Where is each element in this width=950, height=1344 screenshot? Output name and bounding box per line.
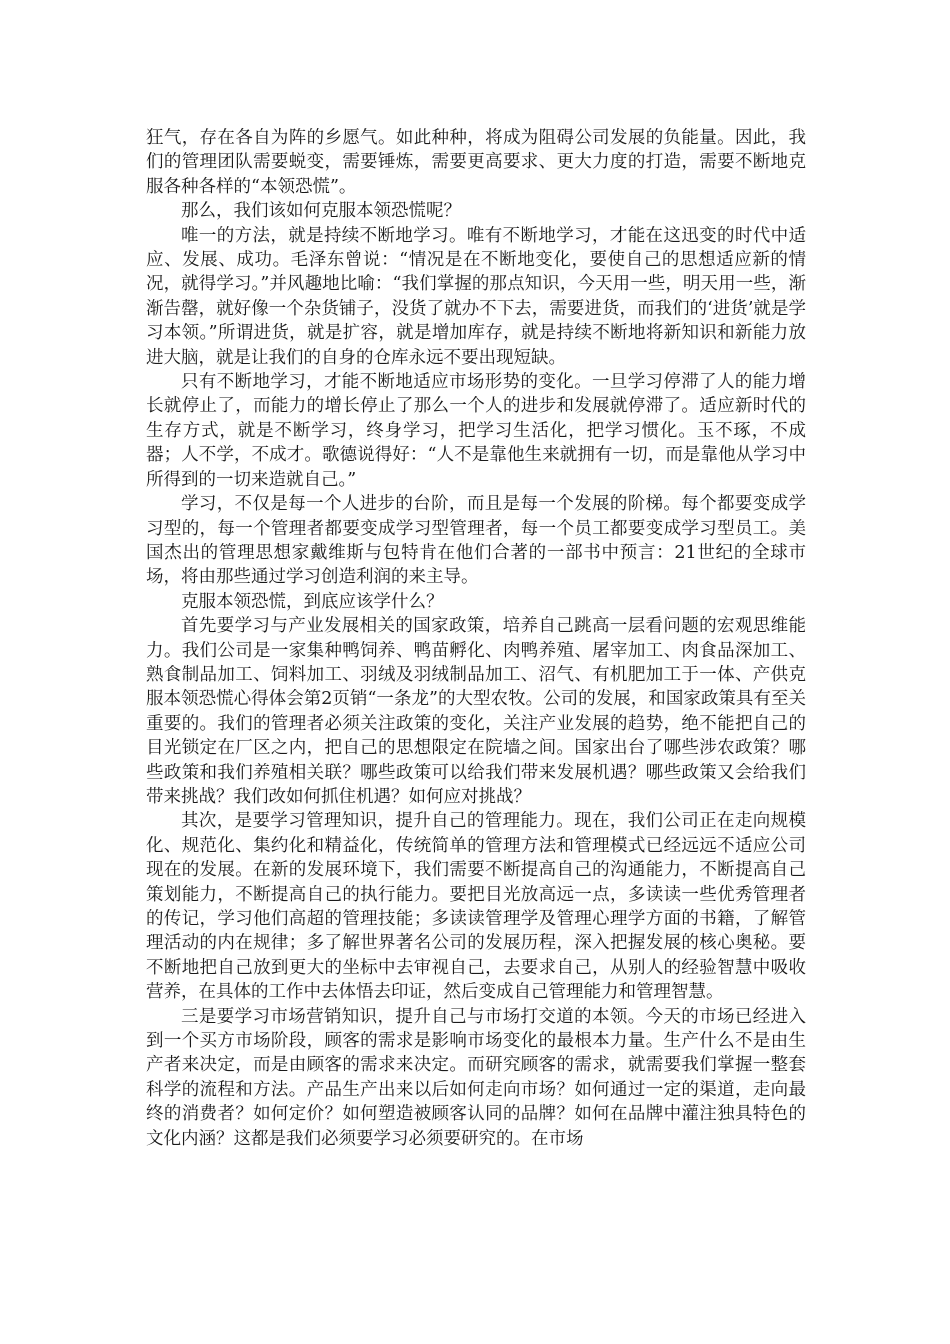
paragraph-continuation: 狂气，存在各自为阵的乡愿气。如此种种，将成为阻碍公司发展的负能量。因此，我们的管理团队需要蜕变，需要锤炼，需要更高要求、更大力度的打造，需要不断地克服各种各样的“本领恐慌”。 bbox=[146, 128, 806, 197]
paragraph: 首先要学习与产业发展相关的国家政策，培养自己跳高一层看问题的宏观思维能力。我们公司是一家集种鸭饲养、鸭苗孵化、肉鸭养殖、屠宰加工、肉食品深加工、熟食制品加工、饲料加工、羽绒及羽绒制品加工、沼气、有机肥加工于一体、产供克服本领恐慌心得体会第2页销“一条龙”的大型农牧。公司的发展，和国家政策具有至关重要的。我们的管理者必须关注政策的变化，关注产业发展的趋势，绝不能把自己的目光锁定在厂区之内，把自己的思想限定在院墙之间。国家出台了哪些涉农政策？哪些政策和我们养殖相关联？哪些政策可以给我们带来发展机遇？哪些政策又会给我们带来挑战？我们改如何抓住机遇？如何应对挑战？ bbox=[146, 616, 806, 807]
paragraph: 只有不断地学习，才能不断地适应市场形势的变化。一旦学习停滞了人的能力增长就停止了，而能力的增长停止了那么一个人的进步和发展就停滞了。适应新时代的生存方式，就是不断学习，终身学习，把学习生活化，把学习惯化。玉不琢，不成器；人不学，不成才。歌德说得好：“人不是靠他生来就拥有一切，而是靠他从学习中所得到的一切来造就自己。” bbox=[146, 372, 806, 490]
paragraph: 三是要学习市场营销知识，提升自己与市场打交道的本领。今天的市场已经进入到一个买方市场阶段，顾客的需求是影响市场变化的最根本力量。生产什么不是由生产者来决定，而是由顾客的需求来决定。而研究顾客的需求，就需要我们掌握一整套科学的流程和方法。产品生产出来以后如何走向市场？如何通过一定的渠道，走向最终的消费者？如何定价？如何塑造被顾客认同的品牌？如何在品牌中灌注独具特色的文化内涵？这都是我们必须要学习必须要研究的。在市场 bbox=[146, 1006, 806, 1149]
paragraph: 唯一的方法，就是持续不断地学习。唯有不断地学习，才能在这迅变的时代中适应、发展、成功。毛泽东曾说：“情况是在不断地变化，要使自己的思想适应新的情况，就得学习。”并风趣地比喻：“我们掌握的那点知识，今天用一些，明天用一些，渐渐告罄，就好像一个杂货铺子，没货了就办不下去，需要进货，而我们的‘进货’就是学习本领。”所谓进货，就是扩容，就是增加库存，就是持续不断地将新知识和新能力放进大脑，就是让我们的自身的仓库永远不要出现短缺。 bbox=[146, 225, 806, 368]
paragraph-question-2: 克服本领恐慌，到底应该学什么？ bbox=[181, 591, 444, 612]
document-body bbox=[146, 126, 806, 1151]
paragraph: 学习，不仅是每一个人进步的台阶，而且是每一个发展的阶梯。每个都要变成学习型的，每一个管理者都要变成学习型管理者，每一个员工都要变成学习型员工。美国杰出的管理思想家戴维斯与包特肯在他们合著的一部书中预言：21世纪的全球市场，将由那些通过学习创造利润的来主导。 bbox=[146, 494, 806, 588]
paragraph-question-1: 那么，我们该如何克服本领恐慌呢？ bbox=[181, 201, 461, 222]
paragraph: 其次，是要学习管理知识，提升自己的管理能力。现在，我们公司正在走向规模化、规范化、集约化和精益化，传统简单的管理方法和管理模式已经远远不适应公司现在的发展。在新的发展环境下，我们需要不断提高自己的沟通能力，不断提高自己策划能力，不断提高自己的执行能力。要把目光放高远一点，多读读一些优秀管理者的传记，学习他们高超的管理技能；多读读管理学及管理心理学方面的书籍，了解管理活动的内在规律；多了解世界著名公司的发展历程，深入把握发展的核心奥秘。要不断地把自己放到更大的坐标中去审视自己，去要求自己，从别人的经验智慧中吸收营养，在具体的工作中去体悟去印证，然后变成自己管理能力和管理智慧。 bbox=[146, 811, 806, 1003]
